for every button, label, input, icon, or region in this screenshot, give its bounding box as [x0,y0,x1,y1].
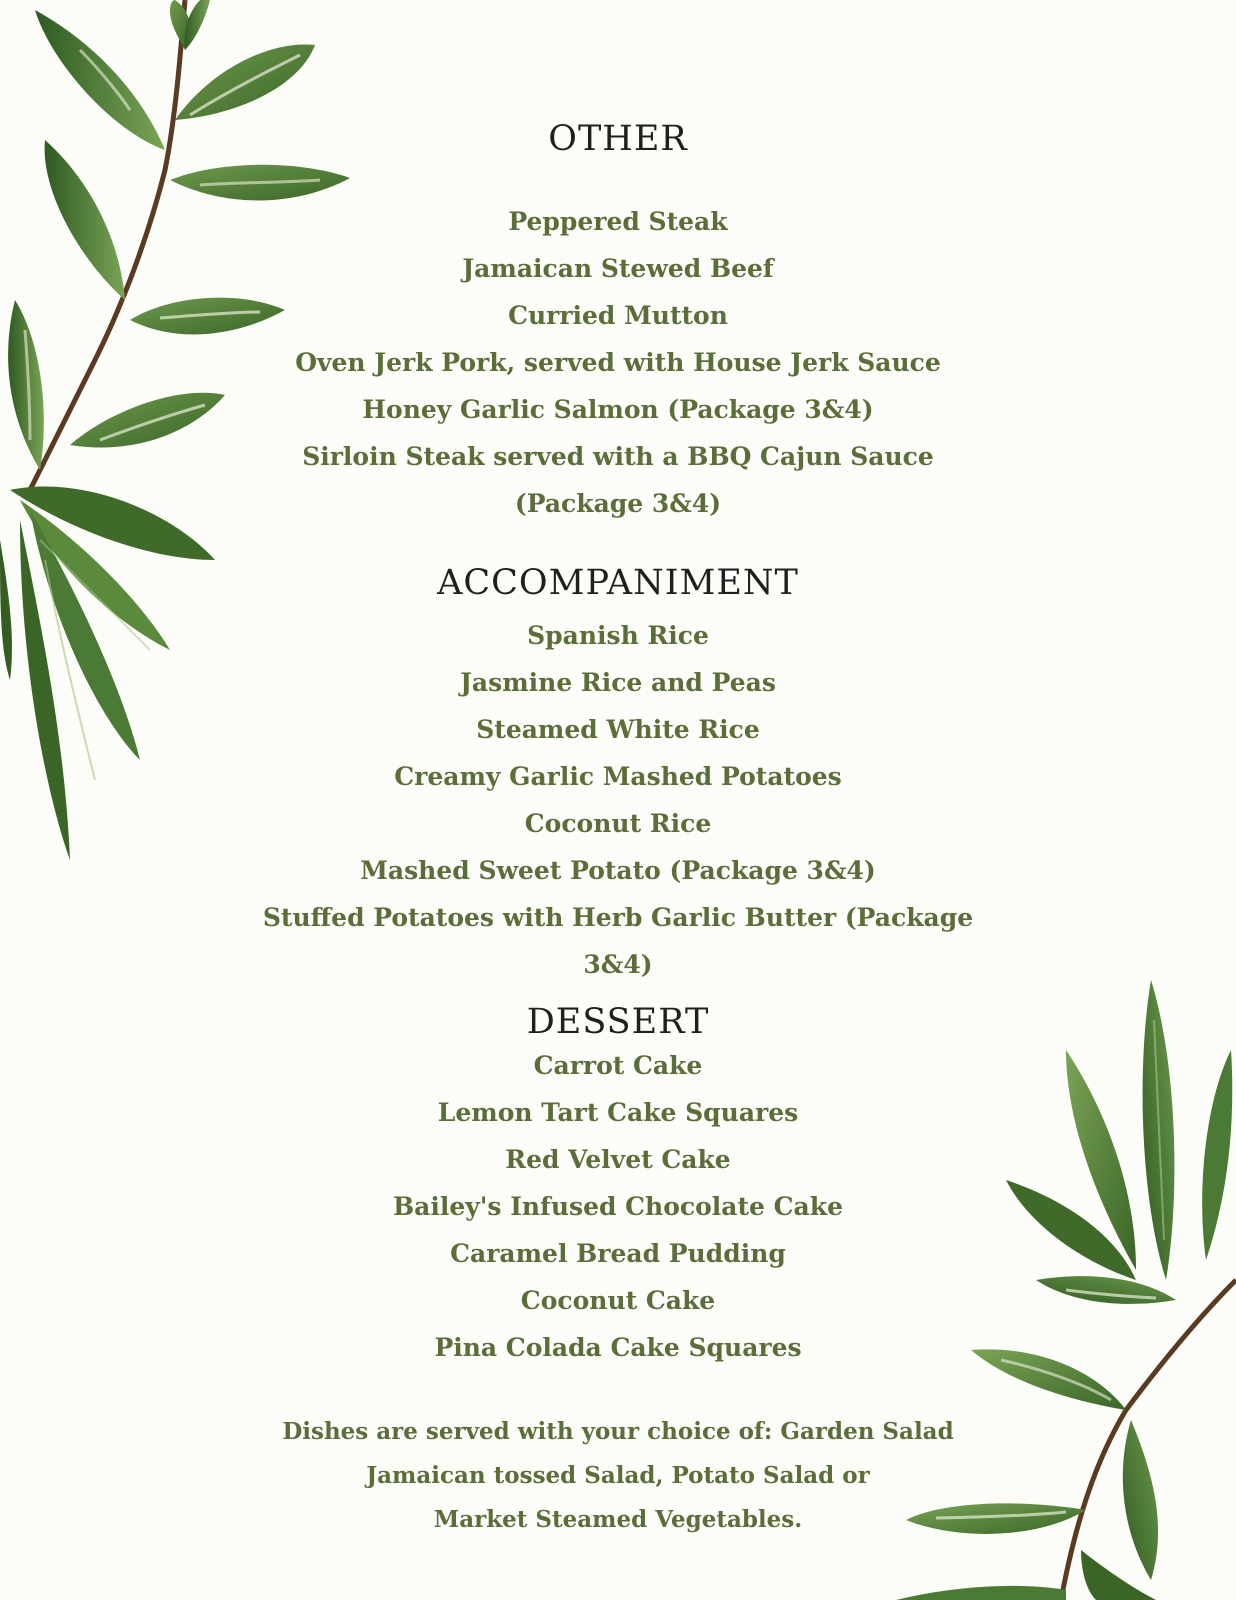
menu-item: Jamaican Stewed Beef [462,254,774,283]
menu-item: (Package 3&4) [514,489,722,518]
menu-item: Coconut Rice [524,809,712,838]
menu-item: 3&4) [583,950,653,979]
serving-note [250,1410,986,1542]
accompaniment-item-list [250,612,986,988]
section-heading-dessert: DESSERT [526,1002,710,1042]
menu-item: Stuffed Potatoes with Herb Garlic Butter (Package [262,903,974,932]
menu-item: Sirloin Steak served with a BBQ Cajun Sauce [302,442,934,471]
menu-item: Jasmine Rice and Peas [460,668,776,697]
menu-item: Carrot Cake [533,1051,703,1080]
menu-item: Pina Colada Cake Squares [434,1333,802,1362]
serving-note-line: Jamaican tossed Salad, Potato Salad or [366,1462,870,1489]
serving-note-line: Dishes are served with your choice of: Garden Salad [282,1418,954,1445]
menu-item: Creamy Garlic Mashed Potatoes [394,762,842,791]
section-heading-other: OTHER [548,119,688,159]
menu-item: Oven Jerk Pork, served with House Jerk Sauce [295,348,941,377]
section-heading-accompaniment: ACCOMPANIMENT [437,563,799,603]
menu-item: Red Velvet Cake [505,1145,731,1174]
menu-item: Honey Garlic Salmon (Package 3&4) [362,395,874,424]
menu-item: Curried Mutton [508,301,728,330]
menu-item: Mashed Sweet Potato (Package 3&4) [360,856,876,885]
menu-item: Lemon Tart Cake Squares [437,1098,799,1127]
menu-item: Spanish Rice [527,621,709,650]
menu-item: Steamed White Rice [476,715,760,744]
dessert-item-list [250,1042,986,1371]
serving-note-line: Market Steamed Vegetables. [433,1506,803,1533]
menu-item: Bailey's Infused Chocolate Cake [393,1192,843,1221]
menu-item: Coconut Cake [520,1286,716,1315]
other-item-list [250,198,986,527]
menu-item: Caramel Bread Pudding [450,1239,786,1268]
menu-item: Peppered Steak [508,207,728,236]
